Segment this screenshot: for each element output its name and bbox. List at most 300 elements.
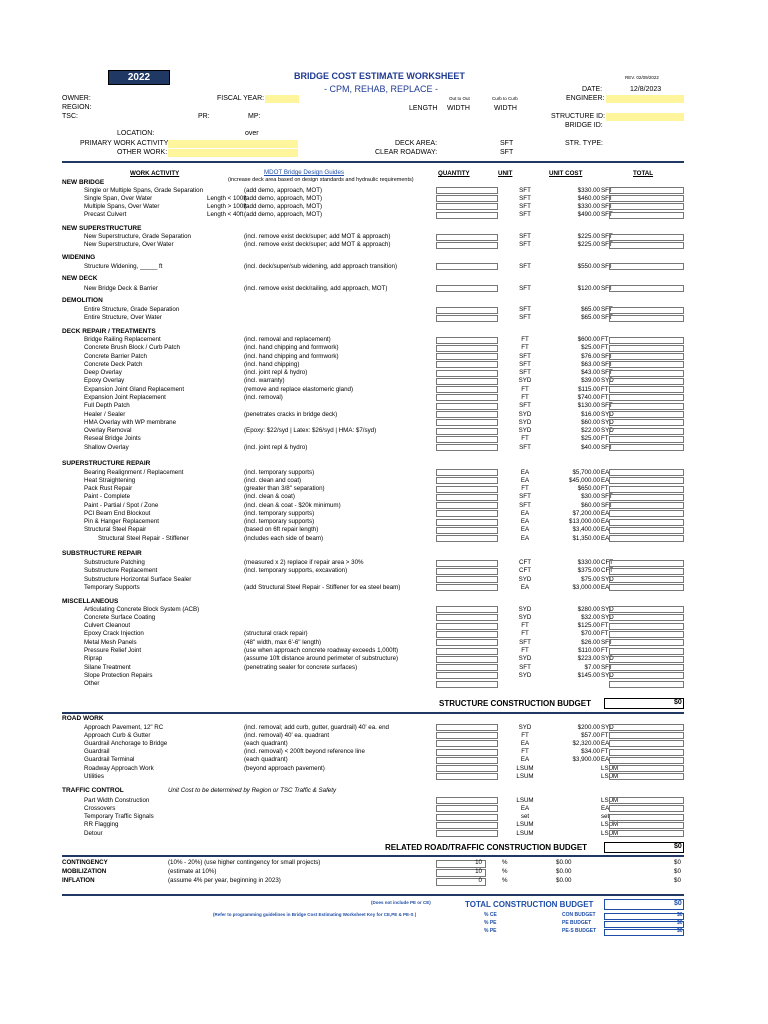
unit-cost-value: $16.00 — [581, 410, 600, 418]
unit-cost-unit: EA — [601, 509, 610, 517]
quantity-input[interactable] — [436, 765, 498, 772]
refer-note: (Refer to programming guidelines in Bridge Cost Estimating Worksheet Key for CE,PE & PE-S ) — [213, 912, 417, 917]
unit-value: SFT — [519, 352, 531, 360]
quantity-input[interactable] — [436, 187, 498, 194]
activity-label: Bridge Railing Replacement — [84, 336, 161, 343]
unit-cost-value: $45,000.00 — [569, 476, 600, 484]
activity-note: (structural crack repair) — [244, 630, 308, 638]
quantity-input[interactable] — [436, 568, 498, 575]
worksheet-title: BRIDGE COST ESTIMATE WORKSHEET — [294, 71, 465, 81]
table-row — [62, 518, 684, 526]
budget-line-box — [604, 929, 684, 936]
structure-id-label: STRUCTURE ID: — [551, 113, 606, 120]
budget-line-box — [604, 913, 684, 920]
section-widening: WIDENING — [62, 254, 96, 261]
structure-budget-value: $0 — [674, 699, 682, 706]
total-cell — [609, 631, 684, 638]
quantity-input[interactable] — [436, 469, 498, 476]
unit-cost-unit: SFT — [601, 233, 613, 240]
total-cell — [609, 203, 684, 210]
year-box[interactable]: 2022 — [108, 70, 170, 85]
table-row — [62, 740, 684, 748]
activity-note: (incl. hand chipping) — [244, 360, 300, 368]
unit-cost-unit: SFT — [601, 186, 613, 194]
activity-label: Overlay Removal — [84, 427, 132, 435]
unit-cost-unit: EA — [601, 526, 610, 534]
total-cell — [609, 428, 684, 435]
activity-note: (incl. hand chipping and formwork) — [244, 352, 339, 360]
unit-cost-unit: SYD — [601, 671, 614, 679]
quantity-input[interactable] — [436, 639, 498, 646]
quantity-input[interactable] — [436, 614, 498, 621]
activity-label: Slope Protection Repairs — [84, 671, 153, 679]
total-cell — [609, 419, 684, 426]
unit-value: LSUM — [516, 772, 534, 780]
owner-label: OWNER: — [62, 95, 91, 102]
quantity-input[interactable] — [436, 535, 498, 542]
quantity-input[interactable] — [436, 773, 498, 780]
road-divider — [62, 855, 684, 857]
unit-cost-unit: LSUM — [601, 829, 619, 837]
unit-cost-value: $3,000.00 — [572, 583, 600, 591]
quantity-input[interactable] — [436, 444, 498, 451]
unit-cost-value: $1,350.00 — [572, 534, 600, 542]
unit-cost-value: $25.00 — [581, 344, 600, 352]
budget-line-value: $0 — [677, 912, 683, 918]
activity-label: Concrete Surface Coating — [84, 613, 156, 621]
unit-cost-unit: FT — [601, 435, 609, 443]
table-row — [62, 477, 684, 485]
activity-note: (48" width, max 6'-6" length) — [244, 638, 322, 646]
quantity-input[interactable] — [436, 664, 498, 671]
engineer-field[interactable] — [606, 95, 684, 103]
mdot-design-guides-link[interactable]: MDOT Bridge Design Guides — [264, 169, 345, 176]
unit-value: FT — [521, 622, 529, 630]
unit-cost-value: $130.00 — [577, 402, 600, 410]
quantity-input[interactable] — [436, 212, 498, 219]
unit-cost-unit: FT — [601, 336, 609, 343]
section-deck_repair: DECK REPAIR / TREATMENTS — [62, 327, 156, 335]
activity-label: Structural Steel Repair — [84, 526, 147, 534]
quantity-input[interactable] — [436, 285, 498, 292]
activity-label: Heat Straightening — [84, 476, 136, 484]
activity-label: PCI Beam End Blockout — [84, 509, 151, 517]
unit-value: EA — [520, 739, 530, 747]
activity-note: (incl. removal) — [244, 393, 283, 401]
activity-note: (use when approach concrete roadway exceeds 1,000ft) — [244, 647, 399, 654]
quantity-input[interactable] — [436, 419, 498, 426]
contingency-total: $0 — [674, 868, 681, 875]
unit-cost-value: $3,400.00 — [572, 526, 600, 534]
unit-value: SFT — [519, 663, 531, 671]
total-cell — [609, 195, 684, 202]
table-row — [62, 813, 684, 821]
quantity-input[interactable] — [436, 584, 498, 591]
structure-budget-box — [604, 698, 684, 709]
activity-label: Concrete Brush Block / Curb Patch — [84, 344, 180, 352]
activity-label: Roadway Approach Work — [84, 764, 154, 772]
mp-label: MP: — [248, 113, 261, 120]
unit-value: FT — [521, 393, 529, 401]
unit-value: SFT — [519, 194, 531, 202]
date-value[interactable]: 12/8/2023 — [630, 86, 662, 93]
activity-note: (incl. temporary supports, excavation) — [244, 567, 348, 575]
activity-note: (incl. remove exist deck/super; add MOT & approach) — [244, 241, 391, 249]
quantity-input[interactable] — [436, 353, 498, 360]
col-work-activity: WORK ACTIVITY — [130, 170, 180, 177]
total-cell — [609, 648, 684, 655]
table-row — [62, 241, 684, 249]
quantity-input[interactable] — [436, 519, 498, 526]
table-row — [62, 559, 684, 567]
contingency-label: INFLATION — [62, 877, 95, 884]
unit-cost-value: $5,700.00 — [572, 468, 600, 476]
fiscal-year-label: FISCAL YEAR: — [217, 95, 265, 102]
table-row — [62, 285, 684, 293]
table-row — [62, 485, 684, 493]
quantity-input[interactable] — [436, 681, 498, 688]
unit-cost-unit: FT — [601, 622, 609, 630]
activity-label: Part Width Construction — [84, 796, 150, 804]
activity-label: Pin & Hanger Replacement — [84, 518, 159, 525]
unit-value: EA — [520, 476, 530, 484]
total-cell — [609, 614, 684, 621]
header-divider — [62, 161, 684, 163]
quantity-input[interactable] — [436, 805, 498, 812]
bridge-id-label: BRIDGE ID: — [565, 122, 603, 129]
quantity-input[interactable] — [436, 830, 498, 837]
unit-cost-unit: SFT — [601, 352, 613, 360]
table-row — [62, 361, 684, 369]
contingency-label: CONTINGENCY — [62, 859, 108, 866]
total-cell — [609, 477, 684, 484]
section-demolition: DEMOLITION — [62, 297, 103, 304]
quantity-input[interactable] — [436, 242, 498, 249]
unit-value: SYD — [518, 427, 532, 435]
unit-cost-unit: LSUM — [601, 796, 619, 804]
total-cell — [609, 394, 684, 401]
unit-value: SFT — [519, 638, 531, 646]
quantity-input[interactable] — [436, 631, 498, 638]
activity-label: Concrete Deck Patch — [84, 360, 143, 368]
section-traffic: TRAFFIC CONTROL — [62, 787, 124, 794]
table-row — [62, 377, 684, 385]
quantity-input[interactable] — [436, 502, 498, 509]
total-cell — [609, 814, 684, 821]
date-label: DATE: — [582, 86, 603, 93]
location-label: LOCATION: — [117, 130, 155, 137]
unit-cost-unit: SYD — [601, 655, 614, 663]
unit-value: EA — [520, 509, 530, 517]
quantity-input[interactable] — [436, 203, 498, 210]
unit-cost-value: $225.00 — [577, 233, 600, 240]
table-row — [62, 419, 684, 427]
table-row — [62, 411, 684, 419]
activity-label: Substructure Horizontal Surface Sealer — [84, 575, 192, 583]
budget-percent-label: % PE — [484, 920, 497, 926]
percent-value[interactable]: 10 — [475, 868, 482, 875]
percent-value[interactable]: 0 — [478, 877, 482, 884]
section-super_repair: SUPERSTRUCTURE REPAIR — [62, 460, 151, 467]
quantity-input[interactable] — [436, 307, 498, 314]
percent-unit: % — [502, 877, 508, 884]
unit-value: FT — [521, 485, 529, 492]
table-row — [62, 435, 684, 443]
total-cell — [609, 830, 684, 837]
quantity-input[interactable] — [436, 195, 498, 202]
unit-cost-value: $70.00 — [581, 630, 600, 638]
unit-value: SFT — [519, 369, 531, 377]
total-cell — [609, 584, 684, 591]
quantity-input[interactable] — [436, 411, 498, 418]
quantity-input[interactable] — [436, 378, 498, 385]
table-row — [62, 394, 684, 402]
quantity-input[interactable] — [436, 486, 498, 493]
unit-cost-unit: FT — [601, 630, 609, 638]
unit-cost-unit: SYD — [601, 605, 614, 613]
worksheet-subtitle: - CPM, REHAB, REPLACE - — [324, 84, 439, 94]
table-row — [62, 748, 684, 756]
activity-note: (incl. temporary supports) — [244, 468, 315, 476]
total-cell — [609, 345, 684, 352]
unit-cost-value: $7.00 — [584, 663, 600, 671]
unit-cost-value: $200.00 — [577, 723, 600, 731]
activity-note: (incl. clean and coat) — [244, 476, 302, 484]
table-row — [62, 502, 684, 510]
unit-value: SFT — [519, 306, 531, 313]
total-cell — [609, 672, 684, 679]
total-cell — [609, 805, 684, 812]
unit-value: FT — [521, 630, 529, 638]
activity-note: (Epoxy: $22/syd | Latex: $26/syd | HMA: $7/syd) — [244, 427, 377, 435]
quantity-input[interactable] — [436, 623, 498, 630]
activity-label: Epoxy Crack Injection — [84, 630, 144, 638]
primary-work-field[interactable] — [168, 140, 298, 148]
unit-cost-unit: CFT — [601, 567, 614, 575]
unit-cost-value: $145.00 — [577, 671, 600, 679]
quantity-input[interactable] — [436, 345, 498, 352]
activity-label: Pressure Relief Joint — [84, 647, 142, 654]
curb-to-curb-label: Curb to Curb — [492, 96, 518, 101]
section-new_super: NEW SUPERSTRUCTURE — [62, 224, 142, 232]
unit-value: set — [520, 813, 530, 821]
quantity-input[interactable] — [436, 576, 498, 583]
unit-value: SFT — [519, 211, 531, 219]
quantity-input[interactable] — [436, 560, 498, 567]
activity-label: Concrete Barrier Patch — [84, 352, 147, 360]
total-cell — [609, 337, 684, 344]
activity-label: Riprap — [84, 655, 103, 663]
unit-value: SFT — [519, 360, 531, 368]
section-road_work: ROAD WORK — [62, 715, 104, 722]
fiscal-year-field[interactable] — [265, 95, 299, 103]
budget-line-value: $0 — [677, 928, 683, 934]
total-budget-box — [604, 899, 684, 910]
totals-divider — [62, 894, 684, 896]
activity-note: (incl. clean & coat) — [244, 493, 295, 501]
quantity-input[interactable] — [436, 361, 498, 368]
total-cell — [609, 469, 684, 476]
table-row — [62, 756, 684, 764]
unit-cost-unit: CFT — [601, 559, 614, 566]
table-row — [62, 765, 684, 773]
activity-note: (measured x 2) replace if repair area > 30% — [244, 559, 364, 566]
quantity-input[interactable] — [436, 477, 498, 484]
quantity-input[interactable] — [436, 757, 498, 764]
unit-cost-value: $330.00 — [577, 186, 600, 194]
total-cell — [609, 773, 684, 780]
table-row — [62, 510, 684, 518]
quantity-input[interactable] — [436, 315, 498, 322]
total-cell — [609, 576, 684, 583]
quantity-input[interactable] — [436, 527, 498, 534]
total-cell — [609, 519, 684, 526]
unit-cost-unit: SYD — [601, 418, 614, 426]
activity-note: (penetrates cracks in bridge deck) — [244, 410, 338, 418]
quantity-input[interactable] — [436, 403, 498, 410]
unit-cost-unit: EA — [601, 583, 610, 591]
activity-label: Approach Curb & Gutter — [84, 731, 151, 739]
unit-cost-unit: SFT — [601, 241, 613, 249]
contingency-note: (estimate at 10%) — [168, 868, 217, 875]
unit-value: SFT — [519, 262, 531, 270]
quantity-input[interactable] — [436, 386, 498, 393]
width-label: WIDTH — [447, 105, 470, 112]
quantity-input[interactable] — [436, 732, 498, 739]
unit-cost-value: $2,320.00 — [572, 739, 600, 747]
str-type-label: STR. TYPE: — [565, 140, 603, 147]
quantity-input[interactable] — [436, 428, 498, 435]
activity-label: Utilities — [84, 772, 104, 780]
section-sub_repair: SUBSTRUCTURE REPAIR — [62, 550, 142, 557]
activity-label: Single Span, Over Water — [84, 194, 153, 202]
unit-value: SYD — [518, 377, 532, 385]
quantity-input[interactable] — [436, 814, 498, 821]
unit-value: CFT — [518, 567, 532, 575]
quantity-input[interactable] — [436, 724, 498, 731]
activity-label: HMA Overlay with WP membrane — [84, 418, 177, 426]
quantity-input[interactable] — [436, 337, 498, 344]
quantity-input[interactable] — [436, 740, 498, 747]
unit-value: EA — [520, 468, 530, 476]
pr-label: PR: — [198, 113, 210, 120]
activity-note: (beyond approach pavement) — [244, 764, 325, 772]
activity-label: RR Flagging — [84, 821, 119, 829]
total-cell — [609, 724, 684, 731]
unit-cost-value: $13,000.00 — [569, 518, 600, 525]
structure-id-field[interactable] — [606, 113, 684, 121]
quantity-input[interactable] — [436, 370, 498, 377]
quantity-input[interactable] — [436, 672, 498, 679]
unit-value: CFT — [518, 559, 532, 566]
unit-cost-value: $550.00 — [577, 262, 600, 270]
table-row — [62, 655, 684, 663]
unit-cost-unit: SFT — [601, 638, 613, 646]
unit-cost-unit: EA — [601, 804, 610, 812]
unit-cost-value: $65.00 — [581, 306, 600, 313]
activity-note: (incl. removal) 40' ea. quadrant — [244, 731, 330, 739]
budget-line-label: PE-S BUDGET — [562, 928, 597, 934]
unit-cost-unit: LSUM — [601, 772, 619, 780]
percent-value[interactable]: 10 — [475, 859, 482, 866]
revision-text: REV. 02/09/2022 — [625, 75, 659, 80]
quantity-input[interactable] — [436, 394, 498, 401]
unit-value: SFT — [519, 186, 531, 194]
activity-label: Culvert Cleanout — [84, 622, 131, 630]
table-row — [62, 614, 684, 622]
contingency-note: (assume 4% per year, beginning in 2023) — [168, 877, 281, 884]
tsc-label: TSC: — [62, 113, 78, 120]
total-cell — [609, 378, 684, 385]
quantity-input[interactable] — [436, 263, 498, 270]
activity-label: Pack Rust Repair — [84, 485, 133, 492]
budget-line-box — [604, 921, 684, 928]
table-row — [62, 606, 684, 614]
quantity-input[interactable] — [436, 436, 498, 443]
unit-value: EA — [520, 583, 530, 591]
total-cell — [609, 370, 684, 377]
activity-note: (incl. removal) < 200ft beyond reference line — [244, 748, 365, 756]
unit-value: EA — [520, 526, 530, 534]
unit-cost-unit: SYD — [601, 427, 614, 435]
total-cell — [609, 494, 684, 501]
budget-line-value: $0 — [677, 920, 683, 926]
total-cell — [609, 187, 684, 194]
unit-value: FT — [521, 748, 529, 756]
unit-cost-unit: FT — [601, 731, 609, 739]
quantity-input[interactable] — [436, 749, 498, 756]
quantity-input[interactable] — [436, 656, 498, 663]
unit-value: EA — [520, 756, 530, 764]
unit-cost-value: $75.00 — [581, 575, 600, 583]
unit-cost-unit: LSUM — [601, 764, 619, 772]
quantity-input[interactable] — [436, 234, 498, 241]
other-work-label: OTHER WORK: — [117, 149, 168, 156]
unit-cost-value: $65.00 — [581, 314, 600, 322]
table-row — [62, 724, 684, 732]
unit-cost-unit: EA — [601, 476, 610, 484]
activity-note: (each quadrant) — [244, 756, 288, 764]
unit-value: SFT — [519, 501, 531, 509]
quantity-input[interactable] — [436, 606, 498, 613]
total-cell — [609, 639, 684, 646]
total-cell — [609, 560, 684, 567]
width-label-2: WIDTH — [494, 105, 517, 112]
total-cell — [609, 510, 684, 517]
unit-cost-value: $40.00 — [581, 443, 600, 451]
activity-note: (add demo, approach, MOT) — [244, 194, 323, 202]
quantity-input[interactable] — [436, 822, 498, 829]
quantity-input[interactable] — [436, 494, 498, 501]
unit-cost-value: $7,200.00 — [572, 509, 600, 517]
unit-cost-value: $22.00 — [581, 427, 600, 435]
activity-note: (incl. removal; add curb, gutter, guardrail) 40' ea. end — [244, 723, 389, 731]
table-row — [62, 821, 684, 829]
unit-cost-unit: SFT — [601, 493, 613, 501]
total-cell — [609, 307, 684, 314]
quantity-input[interactable] — [436, 510, 498, 517]
budget-percent-label: % PE — [484, 928, 497, 934]
unit-cost-unit: set — [601, 813, 610, 821]
table-row — [62, 444, 684, 452]
total-cell — [609, 623, 684, 630]
quantity-input[interactable] — [436, 797, 498, 804]
other-work-field[interactable] — [168, 149, 298, 157]
total-cell — [609, 664, 684, 671]
quantity-input[interactable] — [436, 648, 498, 655]
activity-note: (incl. temporary supports) — [244, 509, 315, 517]
table-row — [62, 314, 684, 322]
